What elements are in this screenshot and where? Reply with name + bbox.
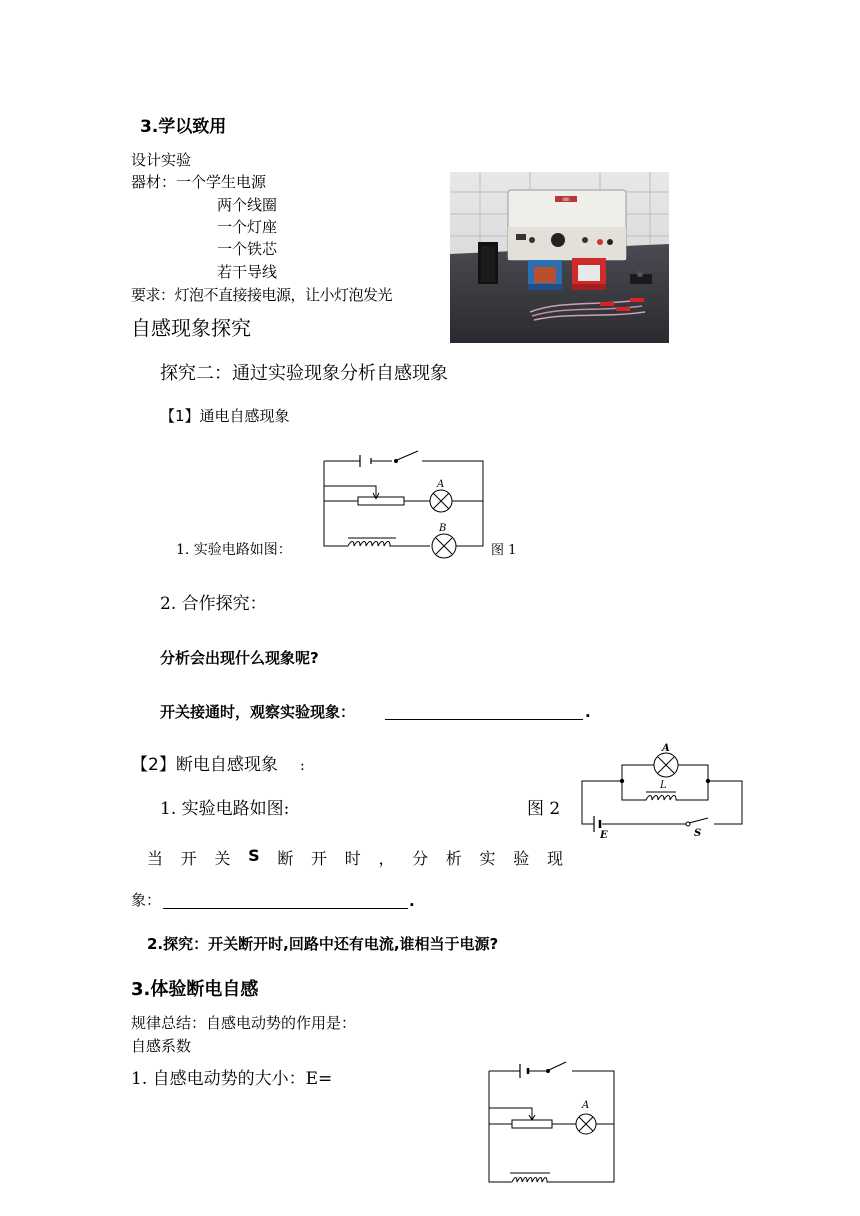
emf-magnitude: 1. 自感电动势的大小：E= <box>131 1069 333 1089</box>
material-item: 一个灯座 <box>217 218 278 236</box>
section-heading: 3.学以致用 <box>140 117 227 137</box>
answer-blank-2[interactable] <box>163 908 408 909</box>
circuit-diagram-1 <box>318 450 488 560</box>
circuit-diagram-2 <box>578 740 748 840</box>
inquiry-question: 2.探究：开关断开时,回路中还有电流,谁相当于电源? <box>147 935 499 953</box>
section-subtitle: 探究二：通过实验现象分析自感现象 <box>160 363 448 384</box>
question-text: 分析会出现什么现象呢? <box>160 649 319 667</box>
svg-text:A: A <box>582 1100 590 1111</box>
figure-label-1: 图 1 <box>491 543 517 558</box>
figure-label-2: 图 2 <box>527 799 561 819</box>
material-item: 一个铁芯 <box>217 240 278 258</box>
material-item: 若干导线 <box>217 263 278 281</box>
lab-equipment-photo <box>450 172 669 343</box>
circuit-caption-1: 1. 实验电路如图： <box>176 542 292 558</box>
part2-heading-colon: : <box>300 758 305 774</box>
observe-prompt: 开关接通时，观察实验现象： <box>160 703 356 721</box>
design-label: 设计实验 <box>131 151 192 169</box>
svg-text:S: S <box>694 828 702 839</box>
coefficient-text: 自感系数 <box>131 1037 192 1055</box>
svg-text:B: B <box>439 523 447 534</box>
cooperative-inquiry: 2. 合作探究： <box>160 594 267 614</box>
part3-heading: 3.体验断电自感 <box>131 979 259 1000</box>
blank-period: . <box>409 892 415 910</box>
answer-blank-1[interactable] <box>385 719 583 720</box>
section-title: 自感现象探究 <box>131 316 251 340</box>
blank-period: . <box>585 703 591 721</box>
part2-heading: 【2】断电自感现象 <box>131 755 278 775</box>
material-item: 两个线圈 <box>217 196 278 214</box>
svg-text:L: L <box>660 780 667 791</box>
part1-heading: 【1】通电自感现象 <box>160 407 290 425</box>
requirement-text: 要求：灯泡不直接接电源，让小灯泡发光 <box>131 286 393 304</box>
summary-text: 规律总结：自感电动势的作用是： <box>131 1014 357 1032</box>
phenomenon-label: 象： <box>131 891 162 909</box>
svg-text:A: A <box>437 479 445 490</box>
when-switch-opens-line: 当 开 关 S 断 开 时 ， 分 析 实 验 现 <box>147 846 563 868</box>
svg-text:A: A <box>662 743 670 754</box>
svg-text:E: E <box>600 830 608 841</box>
circuit-diagram-3 <box>484 1060 624 1190</box>
materials-label: 器材：一个学生电源 <box>131 173 267 191</box>
circuit-caption-2: 1. 实验电路如图: <box>160 799 290 819</box>
svg-text:IIIIII: IIIIII <box>562 197 570 202</box>
